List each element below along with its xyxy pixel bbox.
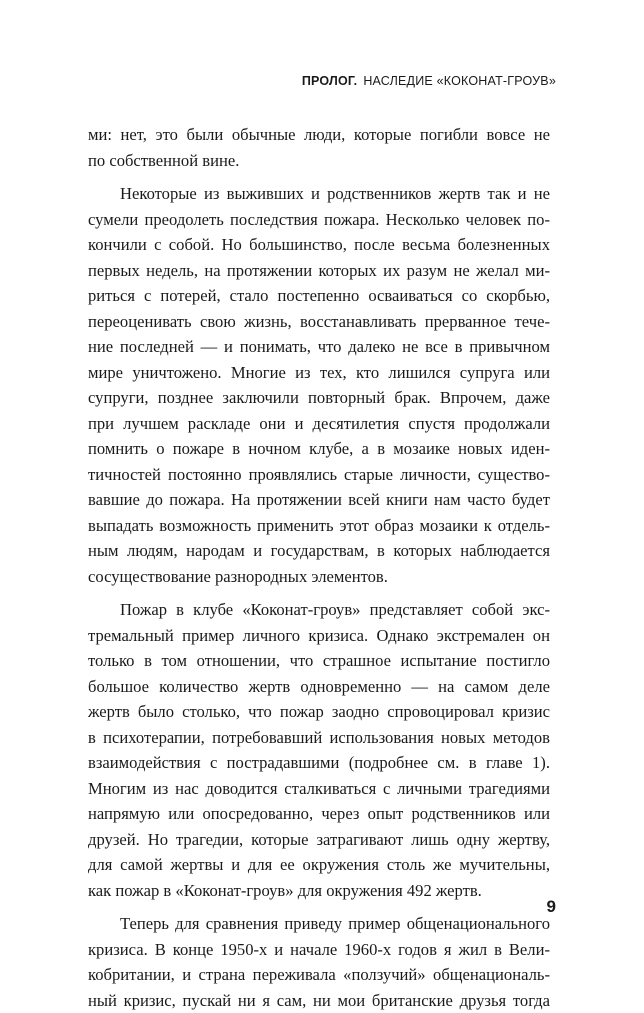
text-line: Пожар в клубе «Коконат-гроув» представляет собой экс- (88, 597, 550, 623)
running-header-title: НАСЛЕДИЕ «КОКОНАТ-ГРОУВ» (363, 74, 556, 88)
text-line: ми: нет, это были обычные люди, которые погибли вовсе не (88, 122, 550, 148)
text-line: сосуществование разнородных элементов. (88, 564, 550, 590)
text-line: вавшие до пожара. На протяжении всей книги нам часто будет (88, 487, 550, 513)
running-header-section: ПРОЛОГ. (302, 74, 357, 88)
text-line: первых недель, на протяжении которых их разум не желал ми- (88, 258, 550, 284)
paragraph (88, 597, 550, 903)
text-line: выпадать возможность применить этот образ мозаики к отдель- (88, 513, 550, 539)
text-line: в психотерапии, потребовавший использования новых методов (88, 725, 550, 751)
paragraph (88, 911, 550, 1013)
text-line: большое количество жертв одновременно — на самом деле (88, 674, 550, 700)
text-line: друзей. Но трагедии, которые затрагивают лишь одну жертву, (88, 827, 550, 853)
text-line: мире уничтожено. Многие из тех, кто лишился супруга или (88, 360, 550, 386)
text-line: как пожар в «Коконат-гроув» для окружения 492 жертв. (88, 878, 550, 904)
text-line: по собственной вине. (88, 148, 550, 174)
body-text (88, 122, 550, 1013)
text-line: кризиса. В конце 1950-х и начале 1960-х годов я жил в Вели- (88, 937, 550, 963)
text-line: ным людям, народам и государствам, в которых наблюдается (88, 538, 550, 564)
text-line: только в том отношении, что страшное испытание постигло (88, 648, 550, 674)
paragraph-gap (88, 589, 550, 597)
text-line: Многим из нас доводится сталкиваться с личными трагедиями (88, 776, 550, 802)
text-line: Некоторые из выживших и родственников жертв так и не (88, 181, 550, 207)
text-line: напрямую или опосредованно, через опыт родственников или (88, 801, 550, 827)
text-line: тичностей постоянно проявлялись старые личности, существо- (88, 462, 550, 488)
text-line: ние последней — и понимать, что далеко не все в привычном (88, 334, 550, 360)
text-line: взаимодействия с пострадавшими (подробнее см. в главе 1). (88, 750, 550, 776)
text-line: кобритании, и страна переживала «ползучий» общенациональ- (88, 962, 550, 988)
text-line: Теперь для сравнения приведу пример общенационального (88, 911, 550, 937)
running-header (302, 74, 556, 88)
text-line: жертв было столько, что пожар заодно спровоцировал кризис (88, 699, 550, 725)
text-line: при лучшем раскладе они и десятилетия спустя продолжали (88, 411, 550, 437)
text-line: супруги, позднее заключили повторный брак. Впрочем, даже (88, 385, 550, 411)
text-line: кончили с собой. Но большинство, после весьма болезненных (88, 232, 550, 258)
text-line: риться с потерей, стало постепенно осваиваться со скорбью, (88, 283, 550, 309)
text-line: помнить о пожаре в ночном клубе, а в мозаике новых иден- (88, 436, 550, 462)
paragraph-gap (88, 173, 550, 181)
paragraph (88, 122, 550, 173)
text-line: для самой жертвы и для ее окружения столь же мучительны, (88, 852, 550, 878)
text-line: сумели преодолеть последствия пожара. Несколько человек по- (88, 207, 550, 233)
text-line: переоценивать свою жизнь, восстанавливать прерванное тече- (88, 309, 550, 335)
paragraph-gap (88, 903, 550, 911)
text-line: тремальный пример личного кризиса. Однако экстремален он (88, 623, 550, 649)
page-number: 9 (547, 897, 556, 917)
paragraph (88, 181, 550, 589)
text-line: ный кризис, пускай ни я сам, ни мои британские друзья тогда (88, 988, 550, 1013)
